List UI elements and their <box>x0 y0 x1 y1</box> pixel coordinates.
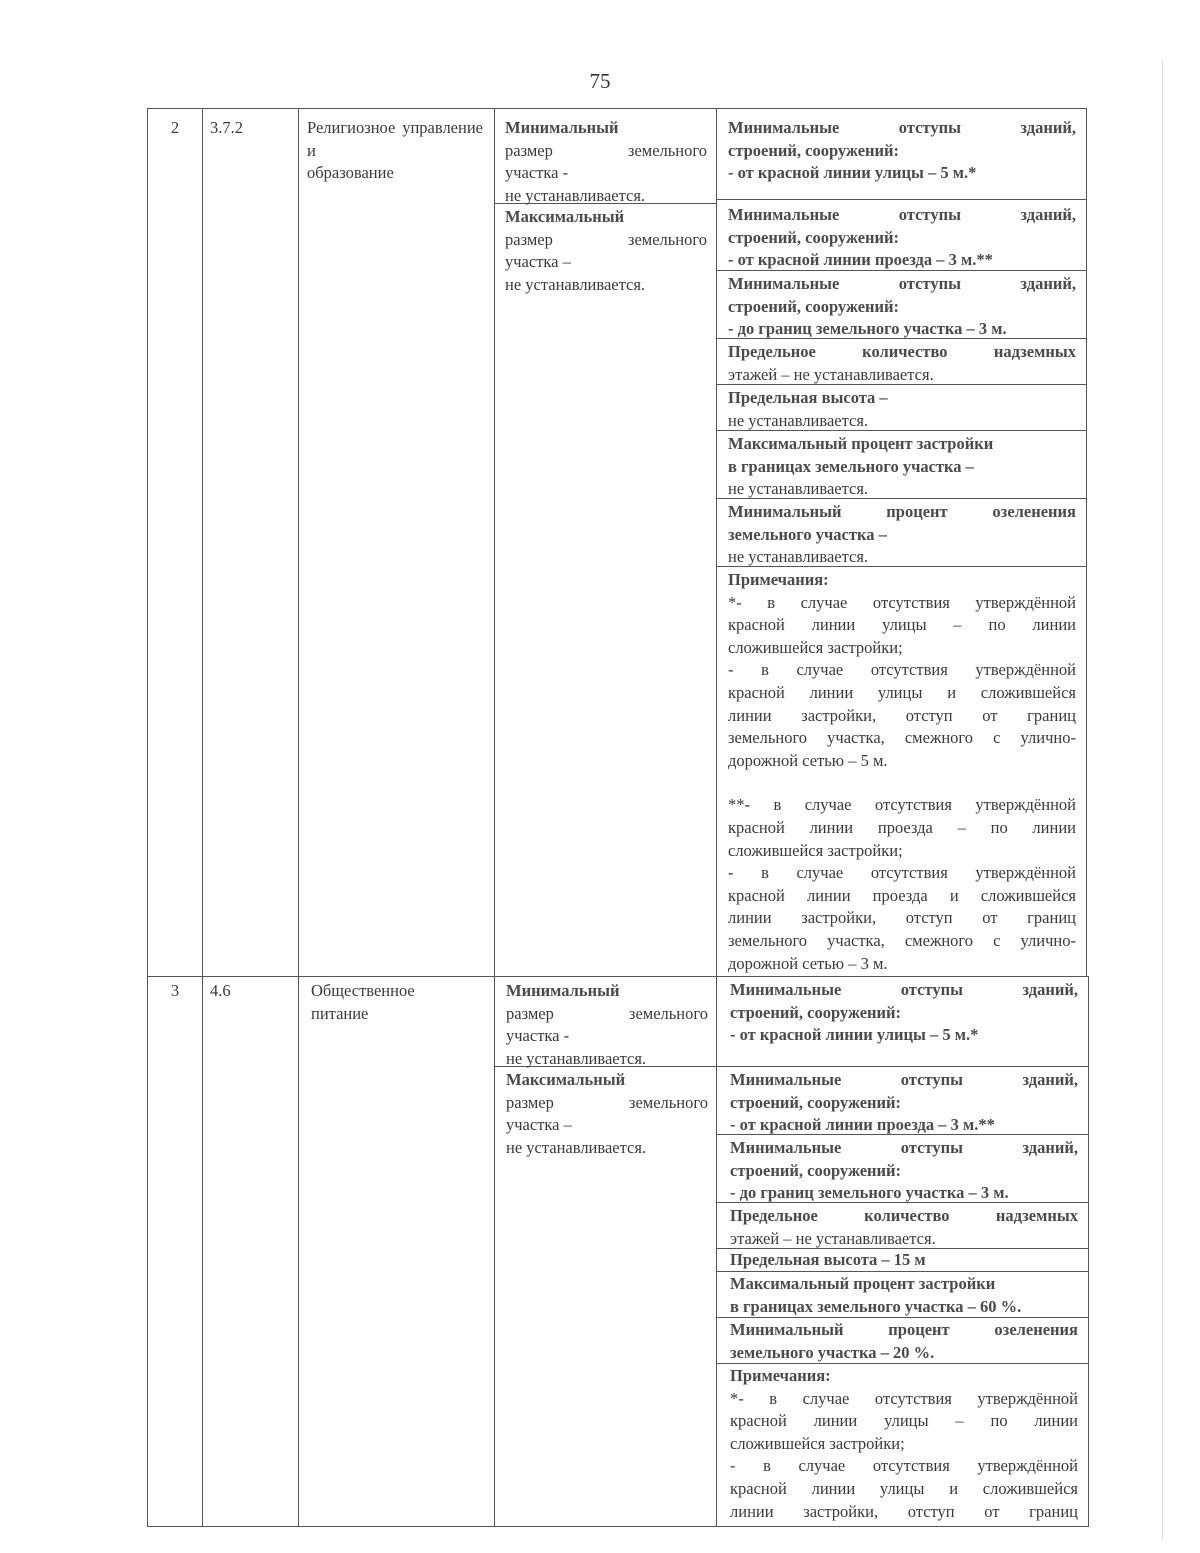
note-line: линии застройки, отступ от границ <box>730 1501 1078 1521</box>
param-line: Минимальные отступы зданий, <box>728 118 1076 137</box>
max-plot-size-value: не устанавливается. <box>506 1137 647 1157</box>
column-divider <box>494 108 495 1526</box>
param-value: не устанавливается. <box>728 547 869 567</box>
param-value: Предельная высота – 15 м <box>730 1250 926 1269</box>
row-number: 2 <box>170 118 180 137</box>
max-floors <box>730 1205 1078 1250</box>
note-line: красной линии улицы – по линии <box>728 615 1076 635</box>
use-name-line: образование <box>307 163 394 183</box>
min-plot-size-title: Минимальный <box>505 118 619 137</box>
note-line: красной линии улицы и сложившейся <box>728 682 1076 702</box>
min-plot-size <box>506 980 708 1070</box>
min-greening-percent <box>728 501 1076 569</box>
param-line: в границах земельного участка – <box>728 456 974 476</box>
param-line: Минимальные отступы зданий, <box>728 274 1076 293</box>
note-line: **- в случае отсутствия утверждённой <box>728 795 1076 815</box>
min-greening-percent <box>730 1319 1078 1364</box>
max-plot-size-value: не устанавливается. <box>505 274 646 294</box>
param-line: Предельное количество надземных <box>728 342 1076 361</box>
max-height <box>728 387 1076 432</box>
min-plot-size-line: участка - <box>506 1026 570 1046</box>
note-line: - в случае отсутствия утверждённой <box>730 1456 1078 1476</box>
param-line: строений, сооружений: <box>730 1160 902 1180</box>
row-number: 3 <box>170 981 180 1000</box>
table-border-left <box>147 108 148 1526</box>
param-value: - до границ земельного участка – 3 м. <box>728 319 1007 339</box>
use-code: 3.7.2 <box>210 118 243 137</box>
max-plot-size-line: размер земельного <box>506 1092 708 1112</box>
param-value: - от красной линии улицы – 5 м.* <box>730 1025 979 1045</box>
param-line: Минимальные отступы зданий, <box>730 1070 1078 1089</box>
param-value: - до границ земельного участка – 3 м. <box>730 1183 1009 1203</box>
param-value: этажей – не устанавливается. <box>730 1228 936 1248</box>
column-divider <box>716 108 717 1526</box>
note-line: сложившейся застройки; <box>728 637 903 657</box>
note-line: *- в случае отсутствия утверждённой <box>728 592 1076 612</box>
param-line: Минимальный процент озеленения <box>730 1320 1078 1339</box>
param-line: строений, сооружений: <box>728 227 900 247</box>
param-line: строений, сооружений: <box>728 140 900 160</box>
setback-street <box>730 979 1078 1047</box>
param-line: Минимальные отступы зданий, <box>730 980 1078 999</box>
note-line: линии застройки, отступ от границ <box>728 705 1076 725</box>
note-line: красной линии проезда и сложившейся <box>728 885 1076 905</box>
max-height <box>730 1249 1078 1270</box>
note-line: линии застройки, отступ от границ <box>728 908 1076 928</box>
cell-separator <box>716 1271 1088 1272</box>
param-value: - от красной линии проезда – 3 м.** <box>730 1115 995 1135</box>
param-value: этажей – не устанавливается. <box>728 364 934 384</box>
max-plot-size-line: участка – <box>505 252 571 272</box>
param-line: Предельное количество надземных <box>730 1206 1078 1225</box>
use-code: 4.6 <box>210 981 231 1000</box>
note-line: красной линии улицы – по линии <box>730 1411 1078 1431</box>
param-line: Предельная высота – <box>728 388 888 407</box>
table-border-bottom <box>147 1526 1089 1527</box>
param-line: строений, сооружений: <box>728 296 900 316</box>
use-name-line: Общественное <box>311 981 415 1000</box>
use-name <box>311 980 487 1025</box>
setback-passage <box>730 1069 1078 1137</box>
max-plot-size-title: Максимальный <box>506 1070 626 1089</box>
note-line: красной линии улицы и сложившейся <box>730 1478 1078 1498</box>
notes <box>728 569 1076 975</box>
page-number: 75 <box>589 69 611 93</box>
param-value: - от красной линии проезда – 3 м.** <box>728 250 993 270</box>
param-line: Максимальный процент застройки <box>730 1274 996 1293</box>
note-line: дорожной сетью – 3 м. <box>728 953 888 973</box>
use-name <box>307 117 483 185</box>
min-plot-size-value: не устанавливается. <box>506 1048 647 1068</box>
param-line: Минимальные отступы зданий, <box>728 205 1076 224</box>
param-value: - от красной линии улицы – 5 м.* <box>728 163 977 183</box>
notes <box>730 1365 1078 1523</box>
note-line: - в случае отсутствия утверждённой <box>728 863 1076 883</box>
max-plot-size <box>506 1069 708 1159</box>
note-line: - в случае отсутствия утверждённой <box>728 660 1076 680</box>
table-border-top <box>147 108 1087 109</box>
cell-separator <box>716 1066 1088 1067</box>
max-plot-size-line: размер земельного <box>505 229 707 249</box>
param-line: строений, сооружений: <box>730 1092 902 1112</box>
table-border-right <box>1086 108 1087 976</box>
param-line: строений, сооружений: <box>730 1002 902 1022</box>
param-value: не устанавливается. <box>728 479 869 499</box>
note-line: сложившейся застройки; <box>728 840 903 860</box>
max-building-percent <box>730 1273 1078 1318</box>
min-plot-size-line: размер земельного <box>505 140 707 160</box>
column-divider <box>298 108 299 1526</box>
max-floors <box>728 341 1076 386</box>
note-line: дорожной сетью – 5 м. <box>728 750 888 770</box>
param-line: Минимальный процент озеленения <box>728 502 1076 521</box>
setback-street <box>728 117 1076 185</box>
note-line: *- в случае отсутствия утверждённой <box>730 1388 1078 1408</box>
param-line: земельного участка – <box>728 524 887 544</box>
note-line: красной линии проезда – по линии <box>728 817 1076 837</box>
param-line: Минимальные отступы зданий, <box>730 1138 1078 1157</box>
use-name-line: Религиозное управление и <box>307 118 483 160</box>
row-separator <box>147 976 1089 977</box>
param-value: в границах земельного участка – 60 %. <box>730 1296 1022 1316</box>
param-value: не устанавливается. <box>728 410 869 430</box>
max-plot-size-title: Максимальный <box>505 207 625 226</box>
min-plot-size <box>505 117 707 207</box>
max-plot-size <box>505 206 707 296</box>
note-line: сложившейся застройки; <box>730 1433 905 1453</box>
setback-passage <box>728 204 1076 272</box>
max-building-percent <box>728 433 1076 501</box>
cell-separator <box>716 199 1086 200</box>
max-plot-size-line: участка – <box>506 1115 572 1135</box>
min-plot-size-line: участка - <box>505 163 569 183</box>
note-line: земельного участка, смежного с улично- <box>728 930 1076 950</box>
param-value: земельного участка – 20 %. <box>730 1342 935 1362</box>
setback-plot-border <box>730 1137 1078 1205</box>
notes-title: Примечания: <box>728 570 829 589</box>
use-name-line: питание <box>311 1003 369 1023</box>
min-plot-size-value: не устанавливается. <box>505 185 646 205</box>
setback-plot-border <box>728 273 1076 341</box>
table-border-right <box>1088 976 1089 1526</box>
min-plot-size-line: размер земельного <box>506 1003 708 1023</box>
param-line: Максимальный процент застройки <box>728 434 994 453</box>
scan-edge <box>1162 60 1163 1540</box>
column-divider <box>202 108 203 1526</box>
notes-title: Примечания: <box>730 1366 831 1385</box>
min-plot-size-title: Минимальный <box>506 981 620 1000</box>
note-line: земельного участка, смежного с улично- <box>728 728 1076 748</box>
